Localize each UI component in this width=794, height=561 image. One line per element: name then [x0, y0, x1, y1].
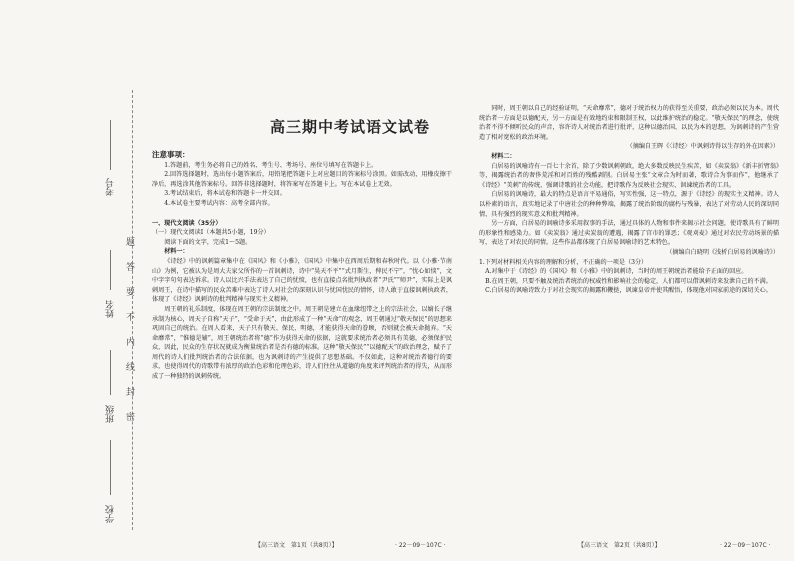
material1-paragraph: 《诗经》中的讽刺篇章集中在《国风》和《小雅》，《国风》中集中在西周后期和春秋时代。以《小雅·节南山》为例，它被认为是周大夫家父所作的一首讽刺诗，诗中“昊天不平”“式月斯生，俾民不宁”，“忧心如惔”，文中字字句句表达诉求。诗人以比兴手法表达了自己的忧愤，也有直接点名批判执政者“尹氏”“师尹”，实际上是讽刺周王，在诗中描写的民众苦难中表达了诗人对社会的深刻认识与忧国忧民的情怀，诗人敢于直接讽刺执政者，体现了《诗经》讽刺诗的批判精神与现实主义精神。	[152, 257, 452, 304]
material1-caption: （摘编自王晖《〈诗经〉中讽刺诗得以生存的外在因素》）	[626, 143, 779, 151]
material2-label: 材料二：	[491, 152, 516, 160]
option-a: A.对集中于《诗经》的《国风》和《小雅》中的讽刺诗，当时的周王朝统治者能给予正面的回应。	[485, 268, 748, 276]
banji-label: 班级	[106, 405, 116, 423]
question-1: 1.下列对材料相关内容的理解和分析，不正确的一项是（3分）	[479, 258, 648, 266]
seal-char: 要	[126, 288, 136, 298]
seal-char: 答	[126, 263, 136, 273]
material2-paragraph: 另一方面，白居易的讽喻诗多采用叙事的手法，通过具体的人物和事件来揭示社会问题，使诗歌具有了鲜明的形象性和感染力。如《卖炭翁》通过卖炭翁的遭遇，揭露了宫市的罪恶；《观刈麦》通过对农民劳动场景的描写，表达了对农民的同情，这些作品都体现了白居易讽喻诗的艺术特色。	[479, 220, 779, 247]
xingming-line	[110, 250, 111, 290]
notice-item: 4.本试卷主要考试内容：高考全部内容。	[164, 199, 274, 207]
material2-paragraph: 白居易的讽喻诗，最大的特点是语言平易通俗，写实性强，这一特点，源于《诗经》的现实主义精神。诗人以朴素的语言，真实地记录了中唐社会的种种弊端，揭露了统治阶级的腐朽与残暴，表达了对劳动人民的深切同情，具有强烈的现实意义和批判精神。	[479, 191, 779, 218]
seal-char: 封	[126, 388, 136, 398]
notice-item: 3.考试结束后，将本试卷和答题卡一并交回。	[164, 190, 286, 198]
section-heading: 一、现代文阅读（35分）	[152, 219, 222, 227]
option-b: B.在周王朝，只要不触及统治者统治的权威性和影响社会的稳定，人们都可以借讽刺诗来发泄自己的不满。	[485, 277, 772, 285]
left-page-code: · 22－09－107C ·	[395, 542, 446, 549]
left-column	[152, 150, 452, 382]
exam-title: 高三期中考试语文试卷	[269, 118, 430, 136]
sub-heading: （一）现代文阅读Ⅰ（本题共5小题，19分）	[152, 229, 270, 237]
seal-char: 不	[126, 313, 136, 323]
seal-char: 题	[126, 238, 136, 248]
seal-char: 线	[126, 363, 136, 373]
notice-item: 2.回答选择题时，选出每小题答案后，用铅笔把答题卡上对应题目的答案标号涂黑。如需改动，用橡皮擦干净后，再选涂其他答案标号。回答非选择题时，将答案写在答题卡上。写在本试卷上无效。	[152, 171, 452, 188]
xingming-label: 姓名	[106, 300, 116, 318]
material2-paragraph: 白居易的讽喻诗有一百七十余首，除了少数讽刺朝政，绝大多数反映民生疾苦，如《卖炭翁》《新丰折臂翁》等，揭露统治者的奢侈荒淫和对百姓的残酷剥削。白居易主张“文章合为时而著，歌诗合为事而作”，他继承了《诗经》“美刺”的传统，强调诗歌的社会功能，把诗歌作为反映社会现实、讽谏统治者的工具。	[479, 162, 779, 189]
seal-char: 内	[126, 338, 136, 348]
instruction: 阅读下面的文字，完成1～5题。	[164, 238, 252, 246]
notice-item: 1.答题前，考生务必将自己的姓名、考生号、考场号、座位号填写在答题卡上。	[164, 161, 378, 169]
kaohao-label: 考号	[106, 178, 116, 196]
banji-line	[110, 350, 111, 395]
xuexiao-label: 学校	[106, 505, 116, 523]
material1-paragraph: 同时，周王朝以自己的经验证明，“天命靡常”，德对于统治权力的获得至关重要，政治必须以民为本。周代统治者一方面是以德配天，另一方面是有效地约束和限制王权，以此维护统治的稳定。“敬天保民”的理念，使统治者不得不倾听民众的声音，容许诗人对统治者进行批评，这种以德治国、以民为本的思想，为讽刺诗的产生营造了相对宽松的政治环境。	[479, 105, 779, 141]
material2-caption: （摘编自白晓明《浅析白居易的讽喻诗》）	[666, 248, 779, 256]
right-column	[479, 104, 779, 296]
seal-char: 密	[126, 413, 136, 423]
kaohao-line	[110, 120, 111, 170]
binding-strip	[0, 0, 140, 561]
material1-paragraph: 周王朝的礼乐制度，体现在周王朝的宗法制度之中。周王朝是建立在血缘纽带之上的宗法社会，以嫡长子继承制为核心，周天子自称“天子”，“受命于天”，由此形成了一种“天命”的观念，周王朝通过“敬天保民”的思想来巩固自己的统治。在周人看来，天子只有敬天、保民、明德，才能获得天命的眷顾，否则就会被天命抛弃。“天命靡常”，“惟德是辅”，周王朝统治者将“德”作为获得天命的依据，这就要求统治者必须具有美德，必须保护民众，因此，民众的生存状况就成为衡量统治者是否有德的标准。这种“敬天保民”“以德配天”的政治理念，赋予了周代的诗人们批判统治者的合法依据，也为讽刺诗的产生提供了思想基础。不仅如此，这种对统治者德行的要求，也使得周代的诗歌带有浓厚的政治色彩和伦理色彩，诗人们往往从道德的角度来评判统治者的得失，从而形成了一种独特的讽刺传统。	[152, 305, 452, 381]
option-c: C.白居易的讽喻诗致力于对社会现实的揭露和鞭挞，讽谏皇帝并使其醒悟，体现他对国家前途的深切关心。	[485, 287, 772, 295]
notice-heading: 注意事项：	[152, 150, 190, 159]
right-page-code: · 22－09－107C ·	[720, 542, 771, 549]
left-page-footer: 【高三语文 第1页（共8页）】	[255, 542, 338, 549]
right-page-footer: 【高三语文 第2页（共8页）】	[578, 542, 661, 549]
xuexiao-line	[110, 440, 111, 495]
material1-label: 材料一：	[164, 248, 189, 256]
